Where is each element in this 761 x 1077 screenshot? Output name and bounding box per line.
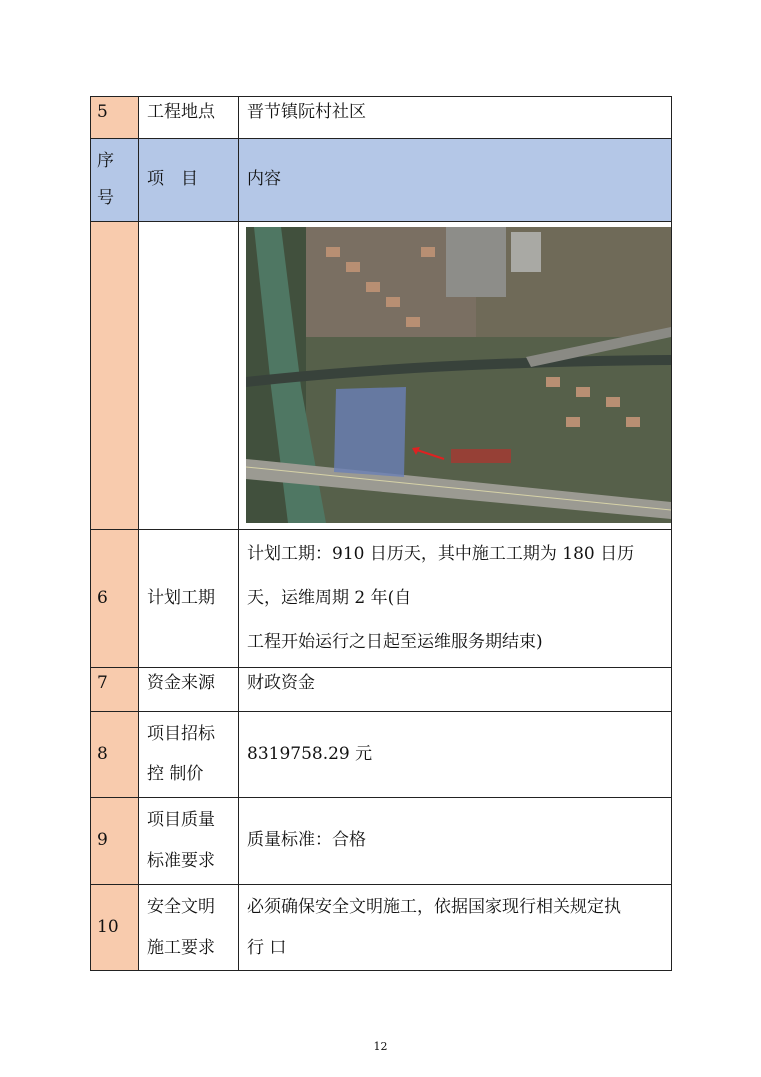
table-row [91, 884, 672, 971]
page-number: 12 [373, 1040, 388, 1053]
row-number: 7 [91, 667, 139, 711]
table-row [91, 798, 672, 885]
row-label [139, 884, 239, 971]
table-row [91, 97, 672, 139]
header-label: 项 目 [139, 139, 239, 222]
row-label: 计划工期 [139, 530, 239, 668]
label-line: 施工要求 [147, 937, 215, 958]
value-line: 工程开始运行之日起至运维服务期结束) [247, 632, 543, 653]
header-number-line1: 序 [97, 150, 114, 171]
row-value [239, 530, 672, 668]
row-number: 5 [91, 97, 139, 139]
value-line: 必须确保安全文明施工，依据国家现行相关规定执 [247, 896, 621, 917]
value-line: 天，运维周期 2 年(自 [247, 588, 412, 609]
row-value: 质量标准：合格 [239, 798, 672, 885]
row-value: 8319758.29 元 [239, 711, 672, 798]
site-satellite-image [246, 227, 671, 523]
row-label: 资金来源 [139, 667, 239, 711]
site-map-cell [239, 222, 672, 530]
row-label [139, 711, 239, 798]
header-number [91, 139, 139, 222]
row-number [91, 222, 139, 530]
row-number: 6 [91, 530, 139, 668]
label-line: 安全文明 [147, 896, 215, 917]
row-value: 晋节镇阮村社区 [239, 97, 672, 139]
row-number: 9 [91, 798, 139, 885]
table-row [91, 667, 672, 711]
label-line: 标准要求 [147, 850, 215, 871]
project-info-table [90, 96, 672, 971]
value-line: 计划工期：910 日历天，其中施工工期为 180 日历 [247, 544, 635, 564]
table-row [91, 711, 672, 798]
label-line: 项目质量 [147, 810, 215, 831]
value-line: 行 口 [247, 937, 287, 958]
row-value [239, 884, 672, 971]
table-row [91, 222, 672, 530]
row-label [139, 222, 239, 530]
row-number: 8 [91, 711, 139, 798]
table-header-row [91, 139, 672, 222]
row-label [139, 798, 239, 885]
label-line: 项目招标 [147, 723, 215, 744]
table-row [91, 530, 672, 668]
row-value: 财政资金 [239, 667, 672, 711]
label-line: 控 制价 [147, 764, 204, 785]
header-number-line2: 号 [97, 188, 114, 208]
header-value: 内容 [239, 139, 672, 222]
row-label: 工程地点 [139, 97, 239, 139]
row-number: 10 [91, 884, 139, 971]
